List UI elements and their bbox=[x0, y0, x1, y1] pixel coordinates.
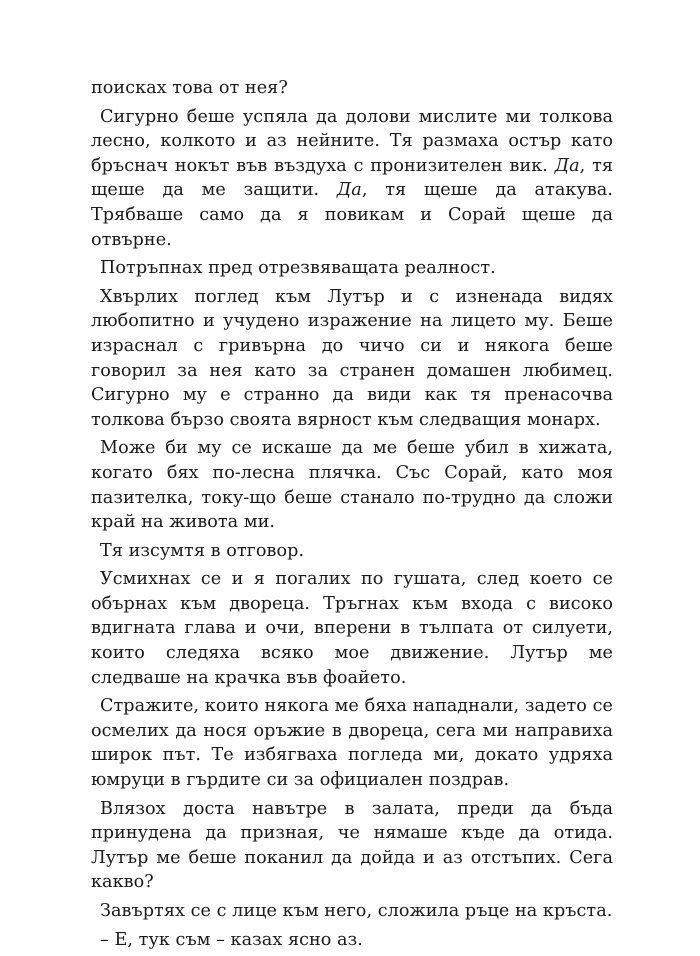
italic-emphasis: Да bbox=[554, 155, 580, 176]
paragraph-text: – Е, тук съм – казах ясно аз. bbox=[100, 929, 363, 950]
paragraph-4 bbox=[91, 285, 613, 433]
paragraph-text: Потръпнах пред отрезвяващата реалност. bbox=[100, 258, 496, 279]
paragraph-text: , тя щеше да атакува. Трябваше само да я повикам и Сорай щеше да отвърне. bbox=[91, 180, 613, 250]
paragraph-text: поисках това от нея? bbox=[91, 78, 288, 98]
paragraph-6 bbox=[91, 539, 613, 564]
paragraph-text: Може би му се искаше да ме беше убил в хижата, когато бях по-лесна плячка. Със Сорай, като моя пазителка, току-що беше станало по-трудно да сложи край на живота ми. bbox=[91, 438, 613, 533]
paragraph-text: Сигурно беше успяла да долови мислите ми толкова лесно, колкото и аз нейните. Тя размаха остър като бръснач нокът във въздуха с пронизителен вик. bbox=[91, 106, 613, 176]
paragraph-text: Стражите, които някога ме бяха нападнали, задето се осмелих да нося оръжие в двореца, сега ми направиха широк път. Те избягваха погледа ми, докато удряха юмруци в гърдите си за официален поздрав. bbox=[91, 696, 613, 791]
italic-emphasis: Да bbox=[336, 180, 362, 201]
paragraph-text: Завъртях се с лице към него, сложила ръце на кръста. bbox=[100, 901, 613, 921]
paragraph-text: Тя изсумтя в отговор. bbox=[100, 540, 305, 561]
paragraph-11 bbox=[91, 928, 613, 953]
paragraph-1 bbox=[91, 76, 613, 101]
paragraph-text: Хвърлих поглед към Лутър и с изненада видях любопитно и учудено изражение на лицето му. Беше израснал с гривърна до чичо си и някога беше говорил за нея като за странен домашен любимец. Сигурно му е странно да види как тя пренасочва толкова бързо своята вярност към следващия монарх. bbox=[91, 286, 613, 430]
paragraph-5 bbox=[91, 436, 613, 534]
paragraph-9 bbox=[91, 797, 613, 895]
paragraph-3 bbox=[91, 256, 613, 281]
paragraph-text: Усмихнах се и я погалих по гушата, след което се обърнах към двореца. Тръгнах към входа с високо вдигната глава и очи, вперени в тълпата от силуети, които следяха всяко мое движение. Лутър ме следваше на крачка във фоайето. bbox=[91, 569, 613, 688]
paragraph-text: Влязох доста навътре в залата, преди да бъда принудена да призная, че нямаше къде да отида. Лутър ме беше поканил да дойда и аз отстъпих. Сега какво? bbox=[91, 798, 613, 893]
paragraph-2 bbox=[91, 105, 613, 253]
book-page bbox=[91, 76, 613, 956]
paragraph-7 bbox=[91, 567, 613, 690]
paragraph-8 bbox=[91, 694, 613, 792]
paragraph-text: , тя щеше да ме защити. bbox=[91, 155, 613, 201]
paragraph-10 bbox=[91, 899, 613, 924]
